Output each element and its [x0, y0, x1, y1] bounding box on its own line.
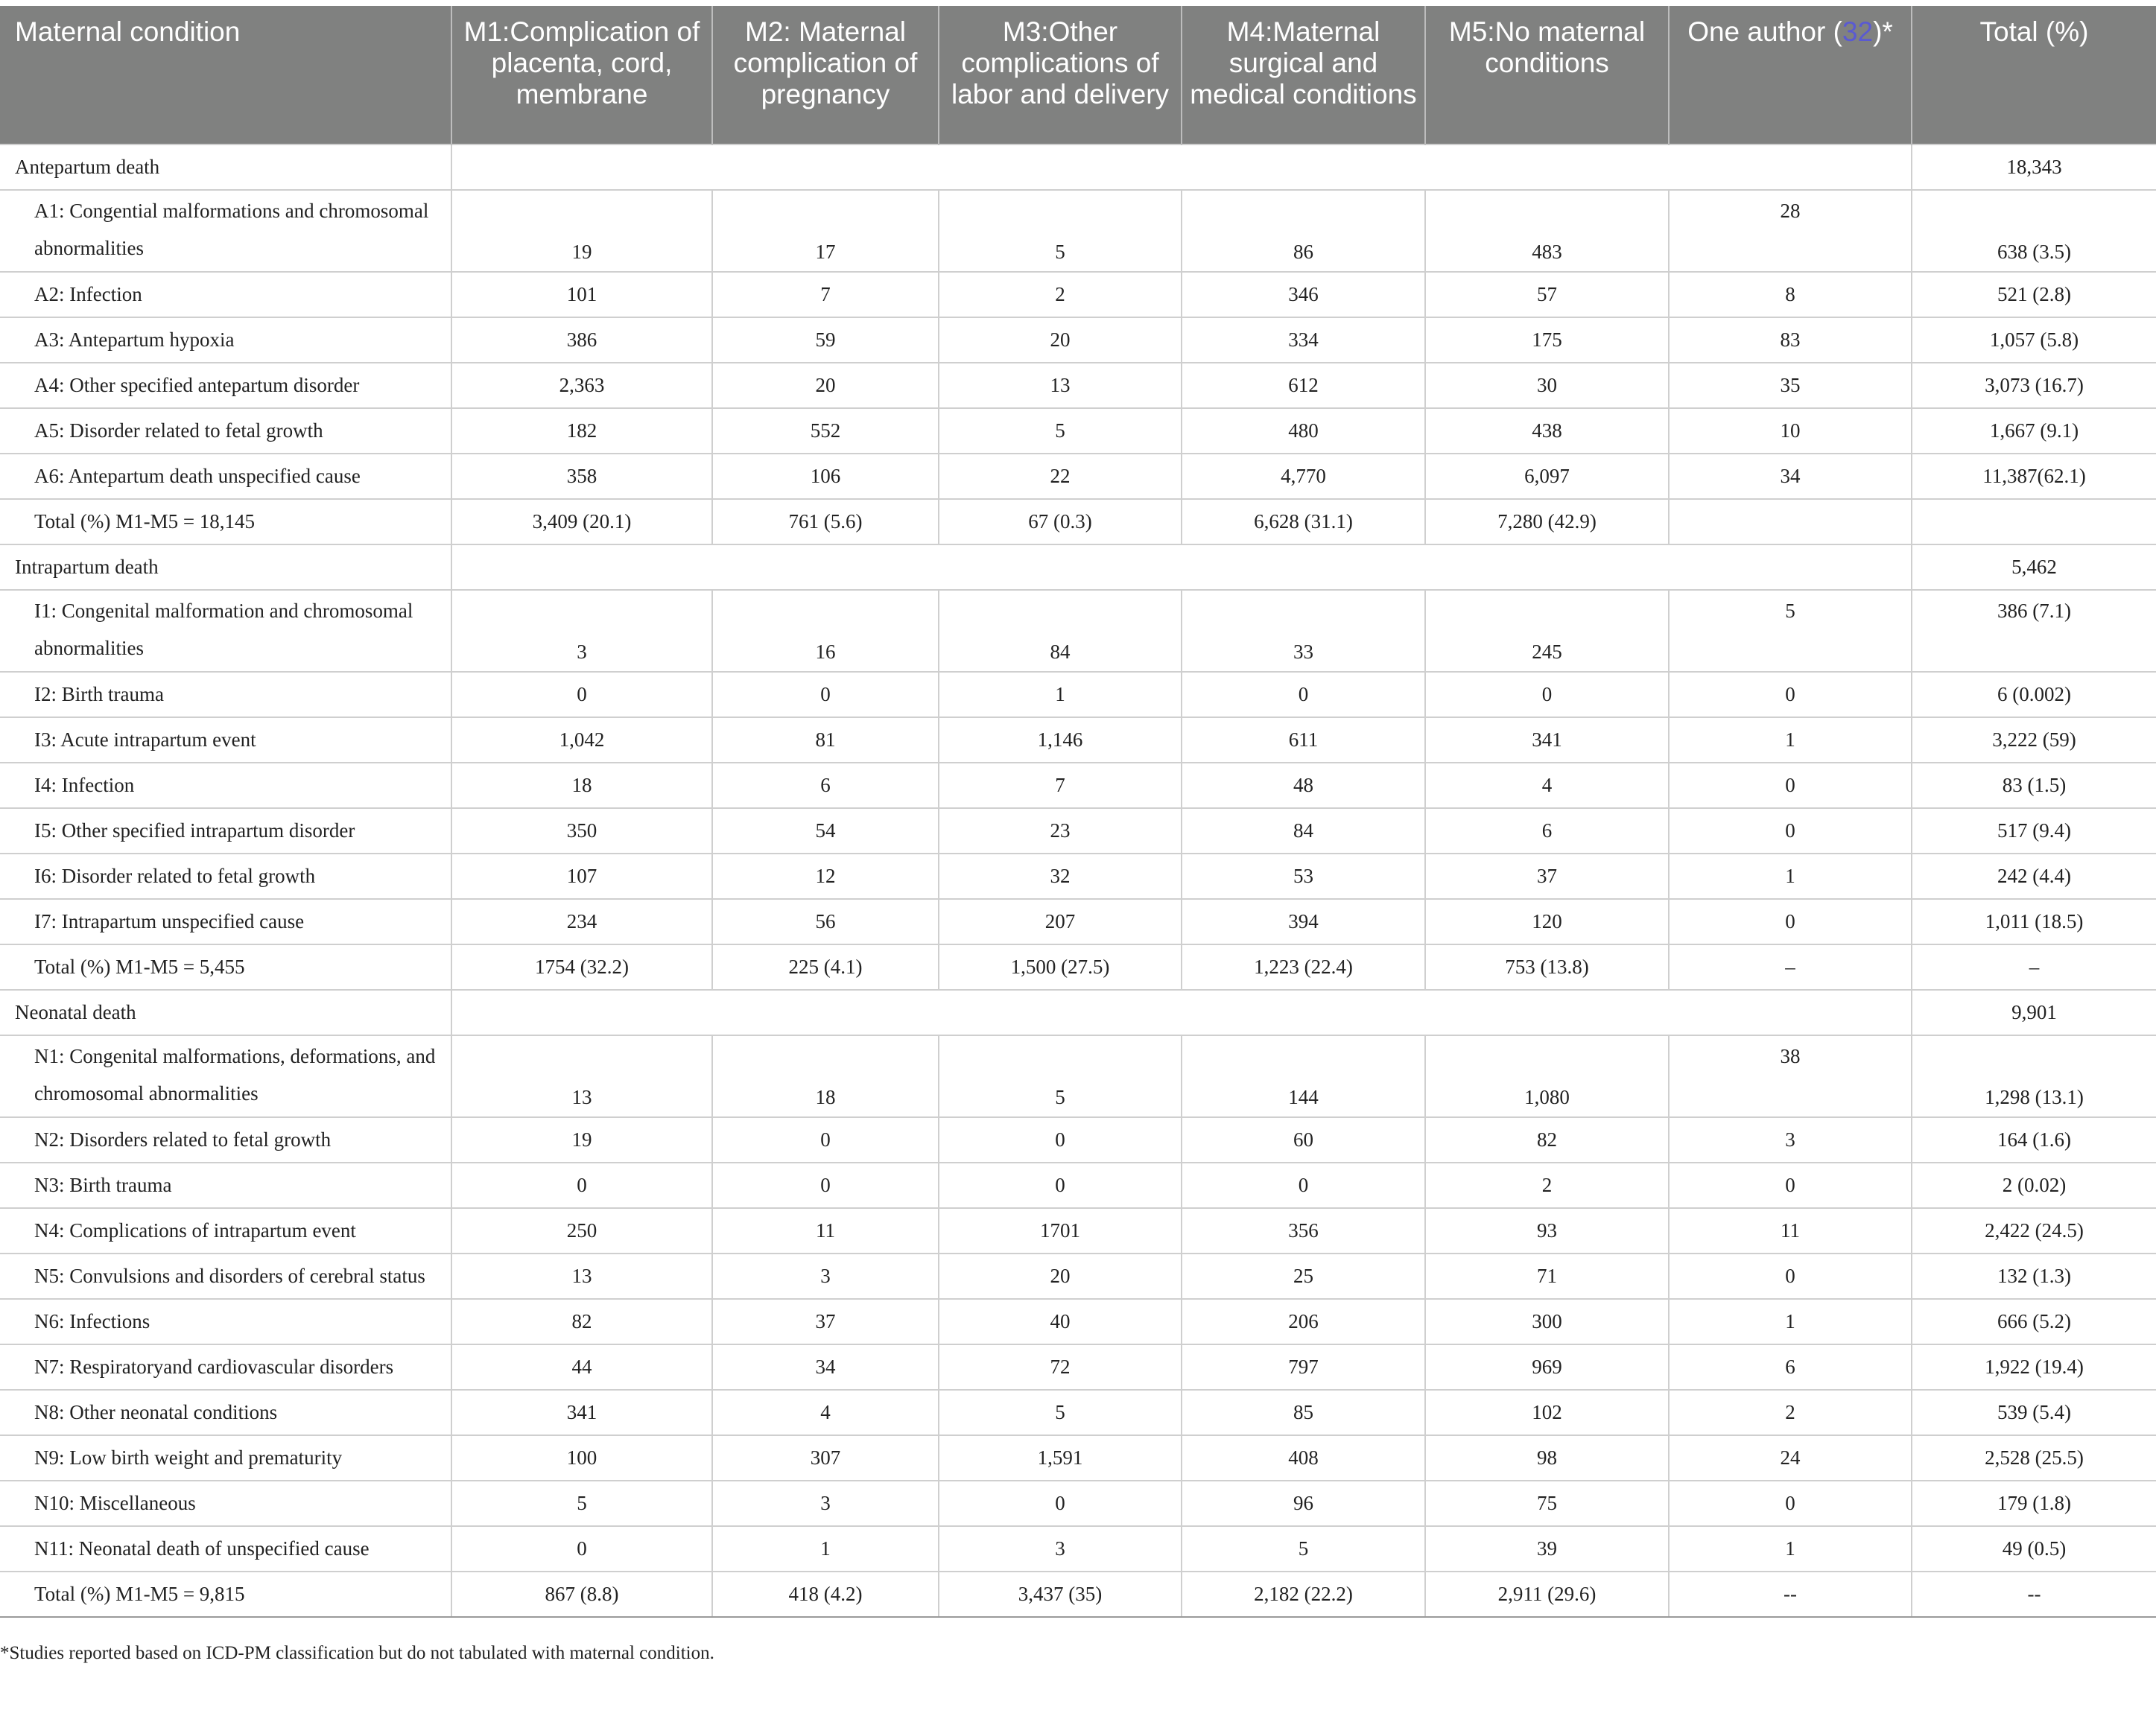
value-cell: 250 — [451, 1208, 712, 1254]
row-label: A1: Congential malformations and chromosomal abnormalities — [0, 190, 451, 272]
total-cell: 132 (1.3) — [1912, 1254, 2156, 1299]
table-row — [0, 1117, 2156, 1163]
row-label: N6: Infections — [0, 1299, 451, 1344]
value-cell: 4 — [712, 1390, 939, 1435]
total-cell: 666 (5.2) — [1912, 1299, 2156, 1344]
value-cell: 6 — [1425, 808, 1669, 854]
value-cell: 612 — [1182, 363, 1425, 408]
table-row — [0, 854, 2156, 899]
value-cell: 1754 (32.2) — [451, 944, 712, 990]
value-cell: 3,437 (35) — [939, 1572, 1182, 1617]
table-row — [0, 454, 2156, 499]
total-cell — [1912, 499, 2156, 544]
value-cell: 1,223 (22.4) — [1182, 944, 1425, 990]
value-cell: 60 — [1182, 1117, 1425, 1163]
row-label: I3: Acute intrapartum event — [0, 717, 451, 763]
value-cell: 16 — [712, 590, 939, 672]
value-cell: 40 — [939, 1299, 1182, 1344]
one-author-cell: 10 — [1669, 408, 1912, 454]
value-cell: 0 — [451, 1163, 712, 1208]
table-row — [0, 1035, 2156, 1117]
value-cell: 19 — [451, 190, 712, 272]
row-label: N2: Disorders related to fetal growth — [0, 1117, 451, 1163]
row-label: N10: Miscellaneous — [0, 1481, 451, 1526]
value-cell: 0 — [939, 1163, 1182, 1208]
one-author-cell: 3 — [1669, 1117, 1912, 1163]
total-cell: 1,667 (9.1) — [1912, 408, 2156, 454]
value-cell: 25 — [1182, 1254, 1425, 1299]
total-cell: 49 (0.5) — [1912, 1526, 2156, 1572]
value-cell: 48 — [1182, 763, 1425, 808]
value-cell: 358 — [451, 454, 712, 499]
row-label: I2: Birth trauma — [0, 672, 451, 717]
table-row — [0, 899, 2156, 944]
section-title: Intrapartum death — [0, 544, 451, 590]
table-row — [0, 763, 2156, 808]
one-author-cell: 2 — [1669, 1390, 1912, 1435]
total-cell: 2,422 (24.5) — [1912, 1208, 2156, 1254]
header-m2: M2: Maternal complication of pregnancy — [712, 6, 939, 144]
one-author-cell: 24 — [1669, 1435, 1912, 1481]
header-m4: M4:Maternal surgical and medical conditions — [1182, 6, 1425, 144]
table-row — [0, 1254, 2156, 1299]
total-cell: 6 (0.002) — [1912, 672, 2156, 717]
table-row — [0, 944, 2156, 990]
table-row — [0, 1208, 2156, 1254]
table-row — [0, 363, 2156, 408]
value-cell: 81 — [712, 717, 939, 763]
total-cell: 1,922 (19.4) — [1912, 1344, 2156, 1390]
value-cell: 761 (5.6) — [712, 499, 939, 544]
one-author-cell: 1 — [1669, 854, 1912, 899]
row-label: A4: Other specified antepartum disorder — [0, 363, 451, 408]
perinatal-death-table — [0, 6, 2156, 1618]
value-cell: 34 — [712, 1344, 939, 1390]
value-cell: 54 — [712, 808, 939, 854]
value-cell: 106 — [712, 454, 939, 499]
section-spacer — [451, 544, 1912, 590]
table-row — [0, 1572, 2156, 1617]
value-cell: 100 — [451, 1435, 712, 1481]
value-cell: 53 — [1182, 854, 1425, 899]
section-title: Antepartum death — [0, 144, 451, 190]
table-row — [0, 717, 2156, 763]
row-label: A6: Antepartum death unspecified cause — [0, 454, 451, 499]
value-cell: 3 — [939, 1526, 1182, 1572]
table-row — [0, 808, 2156, 854]
value-cell: 4 — [1425, 763, 1669, 808]
total-cell: 11,387(62.1) — [1912, 454, 2156, 499]
one-author-label: One author ( — [1687, 16, 1842, 47]
value-cell: 0 — [451, 1526, 712, 1572]
value-cell: 1701 — [939, 1208, 1182, 1254]
value-cell: 797 — [1182, 1344, 1425, 1390]
one-author-cell: 1 — [1669, 1526, 1912, 1572]
value-cell: 1,591 — [939, 1435, 1182, 1481]
reference-link[interactable]: 32 — [1842, 16, 1874, 47]
value-cell: 867 (8.8) — [451, 1572, 712, 1617]
value-cell: 85 — [1182, 1390, 1425, 1435]
one-author-cell: 1 — [1669, 717, 1912, 763]
table-header-row — [0, 6, 2156, 144]
table-row — [0, 1299, 2156, 1344]
value-cell: 144 — [1182, 1035, 1425, 1117]
total-cell: 179 (1.8) — [1912, 1481, 2156, 1526]
table-row — [0, 1526, 2156, 1572]
value-cell: 5 — [1182, 1526, 1425, 1572]
value-cell: 611 — [1182, 717, 1425, 763]
one-author-cell: 38 — [1669, 1035, 1912, 1117]
value-cell: 307 — [712, 1435, 939, 1481]
section-spacer — [451, 144, 1912, 190]
total-cell: 2 (0.02) — [1912, 1163, 2156, 1208]
row-label: I6: Disorder related to fetal growth — [0, 854, 451, 899]
total-cell: 242 (4.4) — [1912, 854, 2156, 899]
value-cell: 120 — [1425, 899, 1669, 944]
one-author-cell: 28 — [1669, 190, 1912, 272]
total-cell: 1,057 (5.8) — [1912, 317, 2156, 363]
one-author-cell: 34 — [1669, 454, 1912, 499]
total-cell: 3,222 (59) — [1912, 717, 2156, 763]
value-cell: 12 — [712, 854, 939, 899]
row-label: N5: Convulsions and disorders of cerebral status — [0, 1254, 451, 1299]
table-row — [0, 672, 2156, 717]
header-m1: M1:Complication of placenta, cord, membrane — [451, 6, 712, 144]
value-cell: 438 — [1425, 408, 1669, 454]
value-cell: 182 — [451, 408, 712, 454]
value-cell: 418 (4.2) — [712, 1572, 939, 1617]
one-author-cell: 0 — [1669, 763, 1912, 808]
total-row-label: Total (%) M1-M5 = 9,815 — [0, 1572, 451, 1617]
row-label: N1: Congenital malformations, deformations, and chromosomal abnormalities — [0, 1035, 451, 1117]
section-total: 5,462 — [1912, 544, 2156, 590]
value-cell: 86 — [1182, 190, 1425, 272]
section-title: Neonatal death — [0, 990, 451, 1035]
value-cell: 1 — [939, 672, 1182, 717]
value-cell: 5 — [939, 1035, 1182, 1117]
header-m5: M5:No maternal conditions — [1425, 6, 1669, 144]
header-m3: M3:Other complications of labor and delivery — [939, 6, 1182, 144]
one-author-cell — [1669, 499, 1912, 544]
total-cell: 1,011 (18.5) — [1912, 899, 2156, 944]
row-label: I7: Intrapartum unspecified cause — [0, 899, 451, 944]
value-cell: 225 (4.1) — [712, 944, 939, 990]
value-cell: 6 — [712, 763, 939, 808]
value-cell: 82 — [451, 1299, 712, 1344]
value-cell: 44 — [451, 1344, 712, 1390]
value-cell: 39 — [1425, 1526, 1669, 1572]
value-cell: 5 — [939, 408, 1182, 454]
value-cell: 1,500 (27.5) — [939, 944, 1182, 990]
value-cell: 107 — [451, 854, 712, 899]
value-cell: 3 — [451, 590, 712, 672]
value-cell: 207 — [939, 899, 1182, 944]
section-spacer — [451, 990, 1912, 1035]
value-cell: 3,409 (20.1) — [451, 499, 712, 544]
one-author-cell: 11 — [1669, 1208, 1912, 1254]
value-cell: 4,770 — [1182, 454, 1425, 499]
value-cell: 19 — [451, 1117, 712, 1163]
total-cell: 3,073 (16.7) — [1912, 363, 2156, 408]
row-label: A5: Disorder related to fetal growth — [0, 408, 451, 454]
total-cell: 638 (3.5) — [1912, 190, 2156, 272]
value-cell: 32 — [939, 854, 1182, 899]
row-label: N7: Respiratoryand cardiovascular disorders — [0, 1344, 451, 1390]
row-label: N9: Low birth weight and prematurity — [0, 1435, 451, 1481]
value-cell: 93 — [1425, 1208, 1669, 1254]
value-cell: 75 — [1425, 1481, 1669, 1526]
value-cell: 20 — [712, 363, 939, 408]
value-cell: 969 — [1425, 1344, 1669, 1390]
row-label: A3: Antepartum hypoxia — [0, 317, 451, 363]
table-row — [0, 1435, 2156, 1481]
value-cell: 0 — [712, 1117, 939, 1163]
one-author-cell: 0 — [1669, 1254, 1912, 1299]
one-author-cell: 0 — [1669, 1163, 1912, 1208]
value-cell: 480 — [1182, 408, 1425, 454]
value-cell: 5 — [939, 190, 1182, 272]
value-cell: 0 — [1425, 672, 1669, 717]
value-cell: 37 — [1425, 854, 1669, 899]
section-row-neonatal — [0, 990, 2156, 1035]
value-cell: 84 — [939, 590, 1182, 672]
value-cell: 7,280 (42.9) — [1425, 499, 1669, 544]
value-cell: 84 — [1182, 808, 1425, 854]
value-cell: 6,097 — [1425, 454, 1669, 499]
table-row — [0, 190, 2156, 272]
value-cell: 0 — [712, 672, 939, 717]
value-cell: 72 — [939, 1344, 1182, 1390]
value-cell: 3 — [712, 1481, 939, 1526]
value-cell: 2 — [1425, 1163, 1669, 1208]
total-cell: 83 (1.5) — [1912, 763, 2156, 808]
section-total: 18,343 — [1912, 144, 2156, 190]
table-row — [0, 499, 2156, 544]
row-label: N3: Birth trauma — [0, 1163, 451, 1208]
value-cell: 3 — [712, 1254, 939, 1299]
one-author-cell: 35 — [1669, 363, 1912, 408]
value-cell: 102 — [1425, 1390, 1669, 1435]
table-row — [0, 408, 2156, 454]
value-cell: 1 — [712, 1526, 939, 1572]
value-cell: 101 — [451, 272, 712, 317]
value-cell: 350 — [451, 808, 712, 854]
value-cell: 5 — [451, 1481, 712, 1526]
row-label: N11: Neonatal death of unspecified cause — [0, 1526, 451, 1572]
header-one-author — [1669, 6, 1912, 144]
one-author-cell: 0 — [1669, 808, 1912, 854]
value-cell: 98 — [1425, 1435, 1669, 1481]
value-cell: 2 — [939, 272, 1182, 317]
value-cell: 245 — [1425, 590, 1669, 672]
total-cell: -- — [1912, 1572, 2156, 1617]
one-author-cell: 0 — [1669, 899, 1912, 944]
value-cell: 57 — [1425, 272, 1669, 317]
value-cell: 2,363 — [451, 363, 712, 408]
value-cell: 346 — [1182, 272, 1425, 317]
value-cell: 6,628 (31.1) — [1182, 499, 1425, 544]
value-cell: 0 — [939, 1481, 1182, 1526]
header-total: Total (%) — [1912, 6, 2156, 144]
one-author-cell: 8 — [1669, 272, 1912, 317]
value-cell: 20 — [939, 1254, 1182, 1299]
one-author-cell: -- — [1669, 1572, 1912, 1617]
value-cell: 7 — [712, 272, 939, 317]
value-cell: 483 — [1425, 190, 1669, 272]
row-label: I1: Congenital malformation and chromosomal abnormalities — [0, 590, 451, 672]
value-cell: 17 — [712, 190, 939, 272]
value-cell: 234 — [451, 899, 712, 944]
value-cell: 0 — [939, 1117, 1182, 1163]
row-label: I4: Infection — [0, 763, 451, 808]
value-cell: 356 — [1182, 1208, 1425, 1254]
value-cell: 2,182 (22.2) — [1182, 1572, 1425, 1617]
value-cell: 0 — [1182, 672, 1425, 717]
value-cell: 175 — [1425, 317, 1669, 363]
value-cell: 13 — [451, 1254, 712, 1299]
value-cell: 13 — [451, 1035, 712, 1117]
total-row-label: Total (%) M1-M5 = 18,145 — [0, 499, 451, 544]
value-cell: 341 — [451, 1390, 712, 1435]
value-cell: 0 — [1182, 1163, 1425, 1208]
table-row — [0, 272, 2156, 317]
value-cell: 82 — [1425, 1117, 1669, 1163]
value-cell: 22 — [939, 454, 1182, 499]
value-cell: 1,042 — [451, 717, 712, 763]
one-author-cell: 5 — [1669, 590, 1912, 672]
total-cell: 539 (5.4) — [1912, 1390, 2156, 1435]
row-label: N4: Complications of intrapartum event — [0, 1208, 451, 1254]
value-cell: 1,080 — [1425, 1035, 1669, 1117]
value-cell: 408 — [1182, 1435, 1425, 1481]
footnote: *Studies reported based on ICD-PM classification but do not tabulated with maternal condition. — [0, 1643, 714, 1663]
value-cell: 1,146 — [939, 717, 1182, 763]
total-cell: 164 (1.6) — [1912, 1117, 2156, 1163]
value-cell: 23 — [939, 808, 1182, 854]
total-cell: 386 (7.1) — [1912, 590, 2156, 672]
row-label: A2: Infection — [0, 272, 451, 317]
table-row — [0, 1344, 2156, 1390]
value-cell: 37 — [712, 1299, 939, 1344]
total-cell: – — [1912, 944, 2156, 990]
value-cell: 67 (0.3) — [939, 499, 1182, 544]
value-cell: 386 — [451, 317, 712, 363]
row-label: N8: Other neonatal conditions — [0, 1390, 451, 1435]
header-maternal-condition: Maternal condition — [0, 6, 451, 144]
value-cell: 341 — [1425, 717, 1669, 763]
value-cell: 206 — [1182, 1299, 1425, 1344]
table-row — [0, 590, 2156, 672]
value-cell: 334 — [1182, 317, 1425, 363]
value-cell: 753 (13.8) — [1425, 944, 1669, 990]
value-cell: 11 — [712, 1208, 939, 1254]
value-cell: 18 — [451, 763, 712, 808]
total-row-label: Total (%) M1-M5 = 5,455 — [0, 944, 451, 990]
one-author-suffix: )* — [1873, 16, 1893, 47]
one-author-cell: – — [1669, 944, 1912, 990]
value-cell: 13 — [939, 363, 1182, 408]
value-cell: 59 — [712, 317, 939, 363]
value-cell: 18 — [712, 1035, 939, 1117]
value-cell: 5 — [939, 1390, 1182, 1435]
table-row — [0, 1163, 2156, 1208]
one-author-cell: 1 — [1669, 1299, 1912, 1344]
value-cell: 71 — [1425, 1254, 1669, 1299]
value-cell: 56 — [712, 899, 939, 944]
table-row — [0, 1481, 2156, 1526]
value-cell: 0 — [712, 1163, 939, 1208]
value-cell: 394 — [1182, 899, 1425, 944]
one-author-cell: 0 — [1669, 672, 1912, 717]
total-cell: 2,528 (25.5) — [1912, 1435, 2156, 1481]
section-row-antepartum — [0, 144, 2156, 190]
one-author-cell: 83 — [1669, 317, 1912, 363]
value-cell: 552 — [712, 408, 939, 454]
section-total: 9,901 — [1912, 990, 2156, 1035]
value-cell: 7 — [939, 763, 1182, 808]
value-cell: 33 — [1182, 590, 1425, 672]
row-label: I5: Other specified intrapartum disorder — [0, 808, 451, 854]
value-cell: 2,911 (29.6) — [1425, 1572, 1669, 1617]
value-cell: 96 — [1182, 1481, 1425, 1526]
one-author-cell: 0 — [1669, 1481, 1912, 1526]
value-cell: 300 — [1425, 1299, 1669, 1344]
total-cell: 1,298 (13.1) — [1912, 1035, 2156, 1117]
table-row — [0, 317, 2156, 363]
one-author-cell: 6 — [1669, 1344, 1912, 1390]
total-cell: 517 (9.4) — [1912, 808, 2156, 854]
section-row-intrapartum — [0, 544, 2156, 590]
value-cell: 0 — [451, 672, 712, 717]
value-cell: 30 — [1425, 363, 1669, 408]
table-row — [0, 1390, 2156, 1435]
value-cell: 20 — [939, 317, 1182, 363]
total-cell: 521 (2.8) — [1912, 272, 2156, 317]
